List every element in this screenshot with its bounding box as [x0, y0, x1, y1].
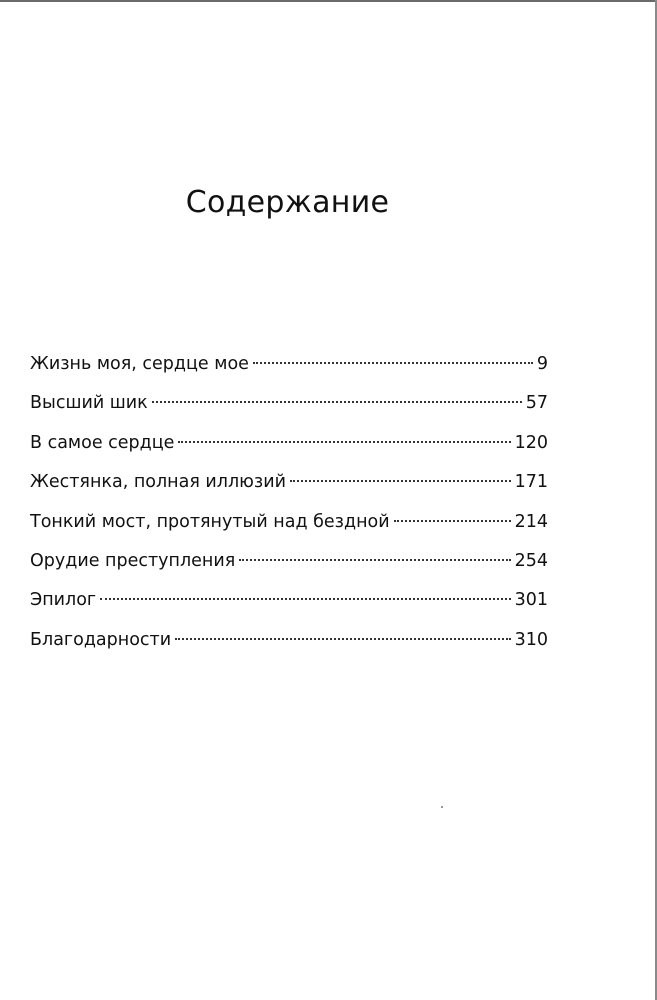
toc-entry[interactable]	[30, 587, 548, 626]
page-edge-top	[0, 0, 657, 2]
toc-dot-leader	[100, 598, 510, 600]
toc-page-number: 310	[514, 629, 548, 650]
toc-entry[interactable]	[30, 469, 548, 508]
toc-entry-label: Тонкий мост, протянутый над бездной	[30, 511, 390, 532]
page-title: Содержание	[185, 185, 390, 221]
toc-page-number: 9	[536, 354, 548, 374]
toc-entry-label: Благодарности	[30, 629, 172, 650]
toc-entry[interactable]	[30, 430, 548, 469]
toc-dot-leader	[253, 362, 533, 364]
toc-dot-leader	[175, 638, 511, 640]
print-speck	[441, 806, 443, 808]
toc-entry-label: Жестянка, полная иллюзий	[30, 472, 286, 493]
toc-dot-leader	[239, 559, 510, 561]
toc-entry-label: В самое сердце	[30, 432, 175, 453]
toc-dot-leader	[178, 441, 510, 443]
toc-entry[interactable]	[30, 351, 548, 390]
toc-entry-label: Эпилог	[30, 590, 97, 611]
toc-dot-leader	[394, 520, 511, 522]
toc-entry-label: Орудие преступления	[30, 550, 236, 571]
toc-dot-leader	[152, 401, 522, 403]
toc-entry[interactable]	[30, 390, 548, 429]
toc-entry[interactable]	[30, 509, 548, 548]
toc-entry-label: Жизнь моя, сердце мое	[30, 354, 249, 374]
table-of-contents	[30, 351, 548, 666]
toc-page-number: 254	[514, 550, 548, 571]
toc-page-number: 214	[514, 511, 548, 532]
toc-entry-label: Высший шик	[30, 393, 148, 414]
toc-entry[interactable]	[30, 627, 548, 666]
toc-page-number: 301	[514, 590, 548, 611]
toc-dot-leader	[290, 480, 511, 482]
toc-page-number: 120	[514, 432, 548, 453]
toc-page-number: 171	[514, 472, 548, 493]
toc-page-number: 57	[525, 393, 548, 414]
toc-entry[interactable]	[30, 548, 548, 587]
